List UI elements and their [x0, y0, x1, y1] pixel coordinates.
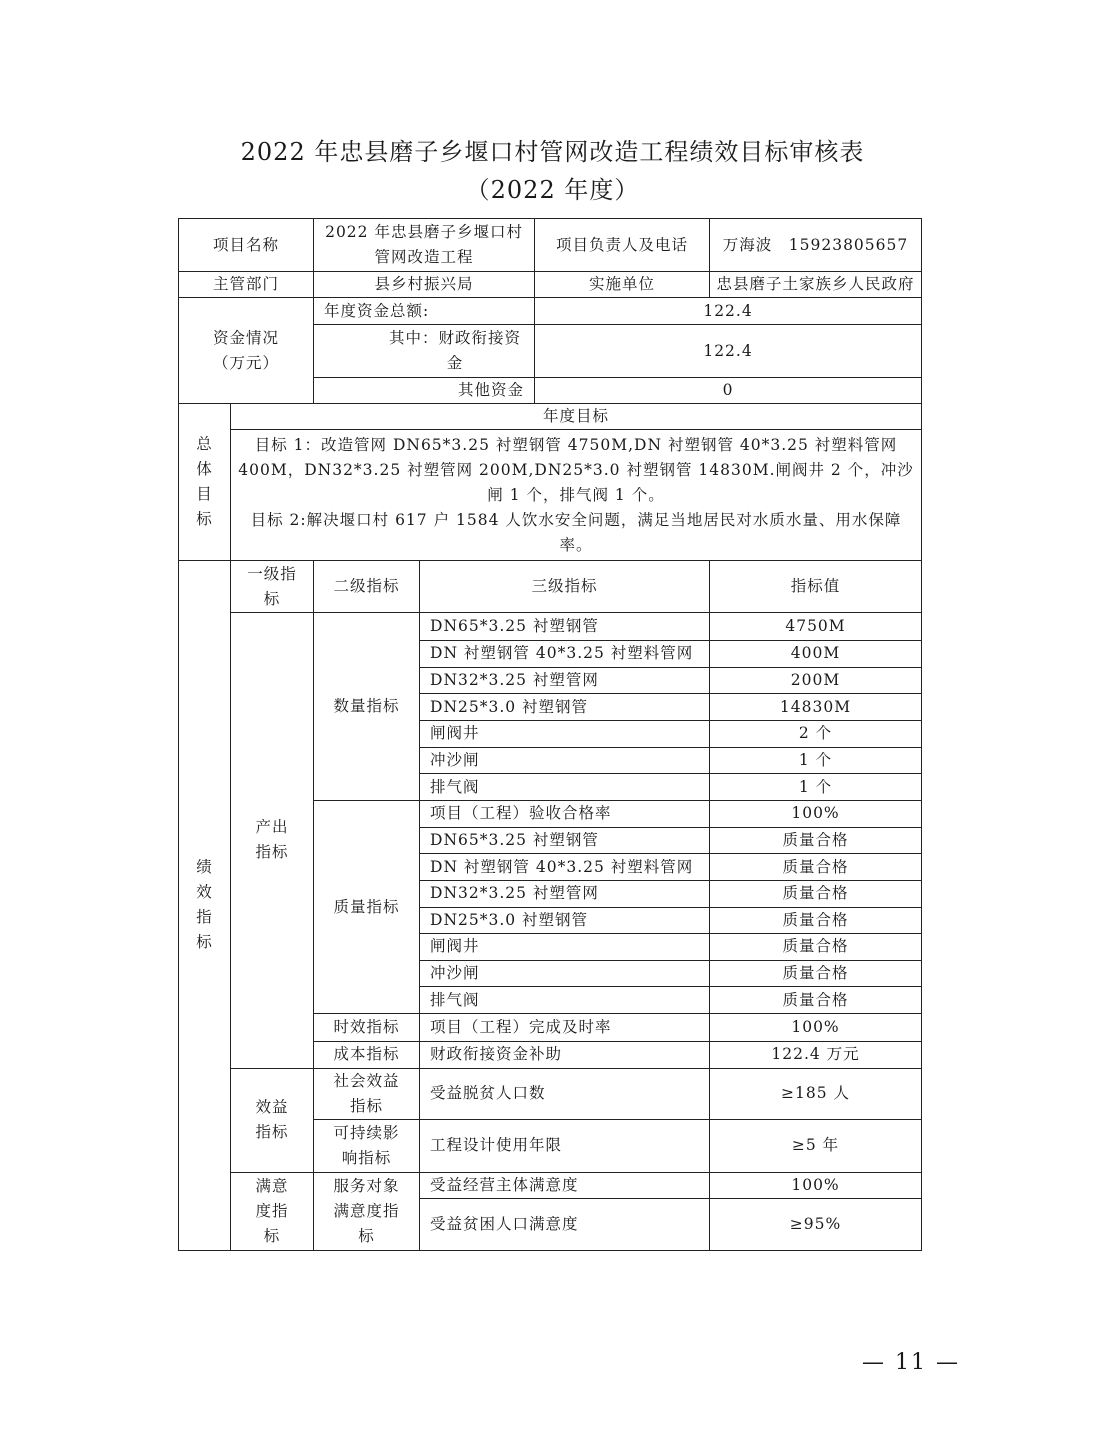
- indicator-name: DN25*3.0 衬塑钢管: [420, 694, 710, 721]
- indicator-name: 财政衔接资金补助: [420, 1041, 710, 1068]
- table-row: [179, 1172, 922, 1198]
- indicator-value: 100%: [710, 801, 922, 828]
- indicator-value: 200M: [710, 667, 922, 694]
- project-name-label: 项目名称: [179, 219, 314, 272]
- leader-value: 万海波 15923805657: [710, 219, 922, 272]
- funds-label: 资金情况（万元）: [179, 298, 314, 404]
- indicator-name: DN 衬塑钢管 40*3.25 衬塑料管网: [420, 854, 710, 881]
- fund-other-value: 0: [535, 378, 922, 404]
- satisfaction-label: 满意度指标: [231, 1172, 314, 1250]
- document-subtitle: （2022 年度）: [465, 176, 640, 204]
- indicator-value: 质量合格: [710, 934, 922, 961]
- row-goal-header: [179, 404, 922, 430]
- indicator-value: 质量合格: [710, 854, 922, 881]
- indicator-name: DN25*3.0 衬塑钢管: [420, 907, 710, 934]
- performance-table: [178, 218, 922, 1251]
- indicator-name: 受益脱贫人口数: [420, 1068, 710, 1119]
- row-fund-total: [179, 298, 922, 325]
- indicator-name: DN65*3.25 衬塑钢管: [420, 827, 710, 854]
- row-perf-header: [179, 561, 922, 613]
- indicator-value: 122.4 万元: [710, 1041, 922, 1068]
- indicator-value: 100%: [710, 1172, 922, 1198]
- page-number: — 11 —: [862, 1350, 960, 1375]
- indicator-value: 1 个: [710, 747, 922, 774]
- fund-fiscal-label: 其中：财政衔接资金: [314, 325, 535, 378]
- cost-label: 成本指标: [314, 1041, 420, 1068]
- indicator-value: 14830M: [710, 694, 922, 721]
- perf-label: 绩效指标: [179, 561, 231, 1251]
- indicator-name: 冲沙闸: [420, 747, 710, 774]
- header-value: 指标值: [710, 561, 922, 613]
- indicator-name: 项目（工程）验收合格率: [420, 801, 710, 828]
- benefit-label: 效益指标: [231, 1068, 314, 1172]
- table-row: [179, 1068, 922, 1119]
- social-label: 社会效益指标: [314, 1068, 420, 1119]
- indicator-value: 4750M: [710, 613, 922, 641]
- output-label: 产出指标: [231, 613, 314, 1069]
- impl-label: 实施单位: [535, 272, 710, 298]
- table-row: [179, 613, 922, 641]
- quality-label: 质量指标: [314, 801, 420, 1014]
- fund-total-label: 年度资金总额:: [314, 298, 535, 325]
- project-name-value: 2022 年忠县磨子乡堰口村管网改造工程: [314, 219, 535, 272]
- time-label: 时效指标: [314, 1013, 420, 1041]
- indicator-value: 100%: [710, 1013, 922, 1041]
- indicator-name: 冲沙闸: [420, 960, 710, 987]
- header-level2: 二级指标: [314, 561, 420, 613]
- indicator-value: 质量合格: [710, 880, 922, 907]
- indicator-name: 工程设计使用年限: [420, 1119, 710, 1172]
- indicator-name: 项目（工程）完成及时率: [420, 1013, 710, 1041]
- indicator-value: ≥95%: [710, 1198, 922, 1250]
- dept-label: 主管部门: [179, 272, 314, 298]
- indicator-name: DN32*3.25 衬塑管网: [420, 880, 710, 907]
- indicator-value: ≥5 年: [710, 1119, 922, 1172]
- indicator-name: DN65*3.25 衬塑钢管: [420, 613, 710, 641]
- row-goal-text: [179, 430, 922, 561]
- indicator-name: 闸阀井: [420, 721, 710, 748]
- document-title: 2022 年忠县磨子乡堰口村管网改造工程绩效目标审核表: [240, 138, 865, 166]
- fund-fiscal-value: 122.4: [535, 325, 922, 378]
- row-project: [179, 219, 922, 272]
- leader-label: 项目负责人及电话: [535, 219, 710, 272]
- fund-other-label: 其他资金: [314, 378, 535, 404]
- impl-value: 忠县磨子土家族乡人民政府: [710, 272, 922, 298]
- indicator-value: 质量合格: [710, 907, 922, 934]
- service-label: 服务对象满意度指标: [314, 1172, 420, 1250]
- goal-text-2: 目标 2:解决堰口村 617 户 1584 人饮水安全问题，满足当地居民对水质水量、用水保障率。: [250, 510, 902, 554]
- goal-label: 总体目标: [179, 404, 231, 561]
- header-level3: 三级指标: [420, 561, 710, 613]
- header-level1: 一级指标: [231, 561, 314, 613]
- dept-value: 县乡村振兴局: [314, 272, 535, 298]
- indicator-name: 排气阀: [420, 987, 710, 1014]
- indicator-name: DN 衬塑钢管 40*3.25 衬塑料管网: [420, 641, 710, 668]
- goal-text-1: 目标 1：改造管网 DN65*3.25 衬塑钢管 4750M,DN 衬塑钢管 40*3.25 衬塑料管网 400M，DN32*3.25 衬塑管网 200M,DN25*3.0 衬塑钢管 14830M.闸阀井 2 个，冲沙闸 1 个，排气阀 1 个。: [238, 435, 914, 504]
- indicator-value: 400M: [710, 641, 922, 668]
- row-dept: [179, 272, 922, 298]
- indicator-value: 质量合格: [710, 987, 922, 1014]
- indicator-name: 闸阀井: [420, 934, 710, 961]
- quantity-label: 数量指标: [314, 613, 420, 801]
- indicator-value: 2 个: [710, 721, 922, 748]
- sustain-label: 可持续影响指标: [314, 1119, 420, 1172]
- goal-header: 年度目标: [231, 404, 922, 430]
- indicator-value: ≥185 人: [710, 1068, 922, 1119]
- indicator-name: DN32*3.25 衬塑管网: [420, 667, 710, 694]
- indicator-value: 质量合格: [710, 827, 922, 854]
- indicator-value: 质量合格: [710, 960, 922, 987]
- indicator-name: 受益经营主体满意度: [420, 1172, 710, 1198]
- indicator-name: 受益贫困人口满意度: [420, 1198, 710, 1250]
- indicator-name: 排气阀: [420, 774, 710, 801]
- fund-total-value: 122.4: [535, 298, 922, 325]
- indicator-value: 1 个: [710, 774, 922, 801]
